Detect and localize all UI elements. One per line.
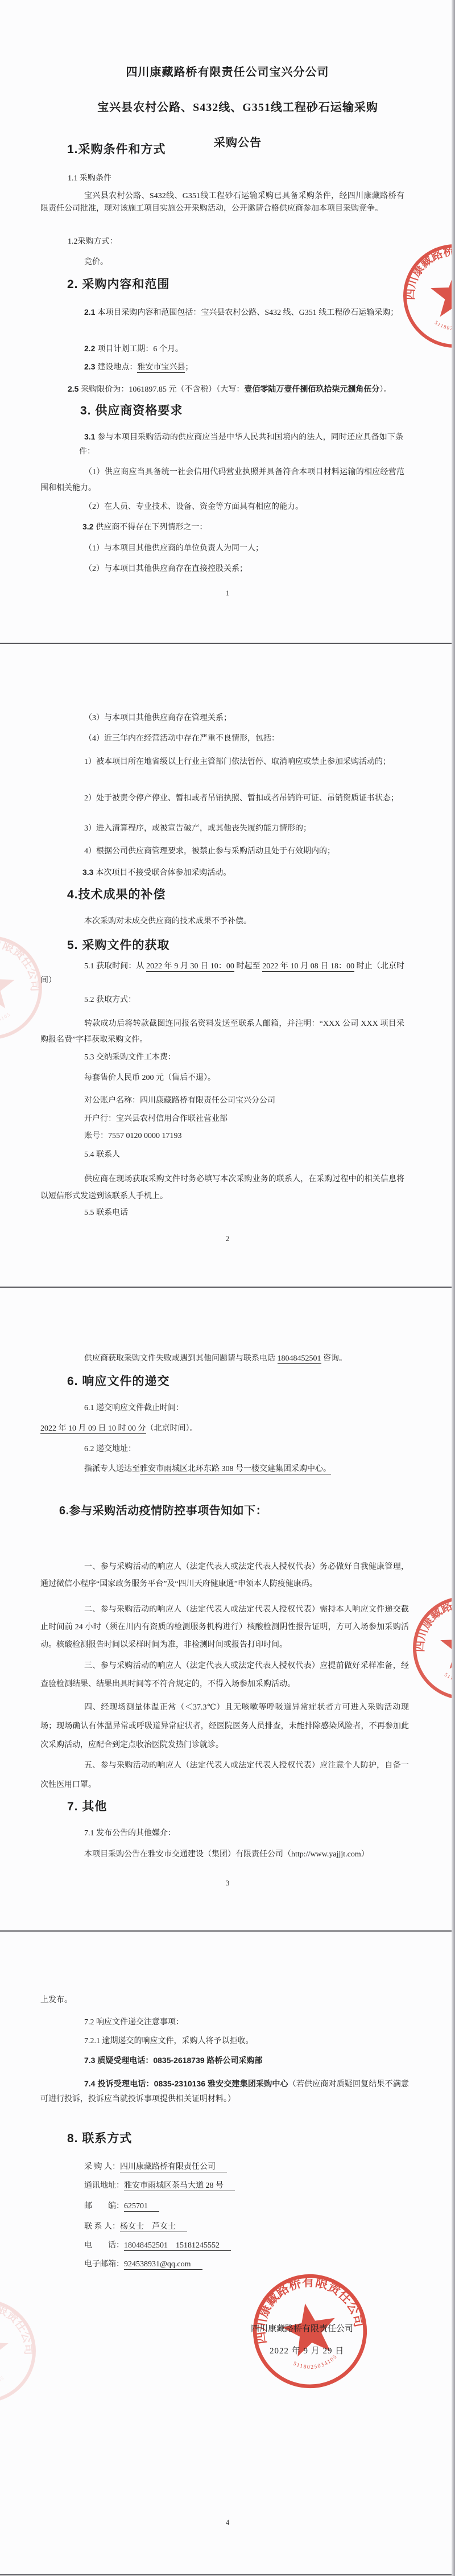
- submission-address-value: 雅安市雨城区北环东路 308 号一楼交建集团采购中心。: [140, 1465, 331, 1473]
- item-3-2-4-3: 3）进入清算程序，或被宣告破产，或其他丧失履约能力情形的；: [84, 824, 311, 833]
- doc-fee-line: 每套售价人民币 200 元（售后不退）。: [84, 1074, 216, 1082]
- item-3-1-1: （1）供应商应当具备统一社会信用代码营业执照并具备符合本项目材料运输的相应经营范围和相关能力。: [40, 468, 404, 492]
- company-seal-bleedthrough-left: [0, 2294, 41, 2408]
- phone-value: 18048452501 15181245552: [124, 2241, 231, 2251]
- clause-2-5-price-limit: [68, 383, 391, 396]
- covid-item-4: 四、经现场测量体温正常（＜37.3℃）且无咳嗽等呼吸道异常症状者方可进入采购活动现场；现场确认有体温异常或呼吸道异常症状者，经医院医务人员排查，未能排除感染风险者，不再参加此次采购活动，应配合到定点收治医院发热门诊就诊。: [40, 1703, 409, 1749]
- clause-3-1-text: 参与本项目采购活动的供应商应当是中华人民共和国境内的法人，同时还应具备如下条件：: [79, 433, 403, 456]
- clause-2-5-tail: ）。: [379, 385, 392, 394]
- clause-7-3-num: 7.3: [84, 2056, 98, 2065]
- para-5-4: 供应商在现场获取采购文件时务必填写本次采购业务的联系人，在采购过程中的相关信息将以短信形式发送到该联系人手机上。: [40, 1175, 404, 1201]
- item-3-1-2: （2）在人员、专业技术、设备、资金等方面具有相应的能力。: [84, 503, 303, 511]
- section-8-heading: 8. 联系方式: [67, 2132, 133, 2145]
- scan-edge-shadow: [452, 0, 455, 2576]
- clause-1-2: 1.2采购方式：: [68, 237, 118, 246]
- company-seal-fragment-right: [408, 1591, 455, 1705]
- para-5-5-post: 咨询。: [321, 1354, 347, 1363]
- clause-5-1-mid: 时起至: [234, 962, 263, 971]
- clause-2-1: [40, 305, 404, 321]
- submission-deadline-value: 2022 年 10 月 09 日 10 时 00 分: [40, 1424, 146, 1433]
- account-name-line: 对公账户名称：四川康藏路桥有限责任公司宝兴分公司: [84, 1096, 275, 1105]
- clause-3-2-text: 供应商不得存在下列情形之一：: [96, 523, 208, 532]
- clause-7-3-text: 质疑受理电话：0835-2618739 路桥公司采购部: [97, 2056, 263, 2065]
- clause-2-5-num: 2.5: [68, 384, 81, 393]
- section-1-heading: 1.采购条件和方式: [67, 143, 166, 156]
- item-3-2-3: （3）与本项目其他供应商存在管理关系；: [84, 714, 231, 722]
- clause-3-1: [79, 430, 403, 459]
- contact-label: 邮 编：: [84, 2202, 124, 2211]
- page-number-2: 2: [225, 1234, 230, 1243]
- clause-5-1-post: 时止（北京时间）: [40, 962, 405, 985]
- clause-6-1: 6.1 递交响应文件截止时间：: [84, 1404, 184, 1412]
- announcement-media-line: 本项目采购公告在雅安市交通建设（集团）有限责任公司（http://www.yajjjt.com）: [84, 1850, 369, 1859]
- contact-person-value: 杨女士 芦女士: [120, 2222, 187, 2232]
- covid-item-2: 二、参与采购活动的响应人（法定代表人或法定代表人授权代表）需持本人响应文件递交截止时间前 24 小时（须在川内有资质的检测服务机构进行）核酸检测阴性报告证明，方可入场参加采购活动。核酸检测报告时间以采样时间为准，非检测时间或报告打印时间。: [40, 1605, 409, 1649]
- section-6-heading: 6. 响应文件的递交: [67, 1375, 170, 1388]
- clause-6-2: 6.2 递交地址：: [84, 1445, 136, 1453]
- item-3-2-4-4: 4）根据公司供应商管理要求，被禁止参与采购活动且处于有效期内的；: [84, 847, 335, 856]
- account-number-line: 账号：7557 0120 0000 17193: [84, 1132, 182, 1140]
- page-3: [0, 1288, 455, 1932]
- clause-5-2: 5.2 获取方式：: [84, 996, 136, 1004]
- clause-3-1-num: 3.1: [84, 432, 98, 441]
- title-line-company: 四川康藏路桥有限责任公司宝兴分公司: [126, 66, 329, 79]
- announcement-media-cont: 上发布。: [40, 1996, 72, 2004]
- submission-address-line: [84, 1463, 331, 1476]
- clause-7-4-complaint-phone: [40, 2076, 409, 2107]
- section-2-heading: 2. 采购内容和范围: [67, 278, 170, 291]
- clause-3-3: [82, 866, 231, 880]
- contact-row-phone: [84, 2240, 231, 2252]
- section-3-heading: 3. 供应商资格要求: [80, 404, 183, 417]
- clause-5-1-pre: 5.1 获取时间：从: [84, 962, 147, 971]
- submission-address-pre: 指派专人送达至: [84, 1465, 140, 1473]
- item-3-2-4-1: 1）被本项目所在地省级以上行业主管部门依法暂停、取消响应或禁止参加采购活动的；: [84, 758, 391, 766]
- para-5-5-pre: 供应商获取采购文件失败或遇到其他问题请与联系电话: [84, 1354, 278, 1363]
- covid-item-3: 三、参与采购活动的响应人（法定代表人或法定代表人授权代表）应提前做好采样准备，经查验检测结果、结果出具时间等不符合规定的，不得入场参加采购活动。: [40, 1662, 409, 1688]
- buyer-name-value: 四川康藏路桥有限责任公司: [120, 2163, 227, 2172]
- obtain-start-datetime: 2022 年 9 月 30 日 10：00: [146, 962, 234, 971]
- contact-label: 通讯地址：: [84, 2181, 124, 2190]
- covid-item-1: 一、参与采购活动的响应人（法定代表人或法定代表人授权代表）务必做好自我健康管理，通过微信小程序“国家政务服务平台”及“四川天府健康通”申领本人防疫健康码。: [40, 1563, 409, 1588]
- clause-2-2: [84, 342, 183, 356]
- title-line-project: 宝兴县农村公路、S432线、G351线工程砂石运输采购: [97, 101, 378, 114]
- company-seal-fragment-right: [398, 239, 455, 353]
- construction-site-value: 雅安市宝兴县: [137, 363, 185, 372]
- clause-5-5: 5.5 联系电话: [84, 1209, 128, 1217]
- clause-2-2-num: 2.2: [84, 344, 98, 353]
- clause-7-4-rest: （若供应商对质疑回复结果不满意可进行投诉，投诉应当就投诉事项提供相关证明材料。）: [40, 2080, 410, 2103]
- page-number-1: 1: [225, 589, 230, 597]
- company-seal-bleedthrough-left: [0, 931, 47, 1045]
- submission-deadline-line: [40, 1423, 198, 1435]
- submission-deadline-tail: （北京时间）。: [146, 1424, 198, 1433]
- para-5-2: 转款成功后将转款截图连同报名资料发送至联系人邮箱，并注明：“XXX 公司 XXX 项目采购报名费”字样获取采购文件。: [40, 1020, 404, 1044]
- item-3-2-4-2: 2）处于被责令停产停业、暂扣或者吊销执照、暂扣或者吊销许可证、吊销资质证书状态；: [84, 794, 399, 803]
- item-3-2-4: （4）近三年内在经营活动中存在严重不良情形，包括：: [84, 734, 279, 743]
- clause-2-3: [84, 360, 193, 374]
- page-number-3: 3: [225, 1879, 230, 1887]
- page-1: [0, 0, 455, 644]
- contact-row-postcode: [84, 2200, 159, 2213]
- para-4: 本次采购对未成交供应商的技术成果不予补偿。: [84, 917, 251, 926]
- section-4-heading: 4.技术成果的补偿: [67, 888, 166, 901]
- contact-row-buyer: [84, 2161, 227, 2174]
- contact-row-address: [84, 2180, 235, 2192]
- contact-label: 采 购 人：: [84, 2163, 120, 2171]
- clause-2-3-tail: ；: [185, 363, 193, 372]
- obtain-end-datetime: 2022 年 10 月 08 日 18：00: [262, 962, 355, 971]
- clause-7-3-query-phone: [84, 2054, 263, 2068]
- clause-5-3: 5.3 交纳采购文件工本费：: [84, 1053, 176, 1062]
- clause-3-2-num: 3.2: [82, 522, 96, 531]
- clause-3-2: [82, 520, 207, 534]
- clause-2-1-num: 2.1: [84, 307, 98, 317]
- signature-company-line: 四川康藏路桥有限责任公司: [251, 2324, 354, 2333]
- address-value: 雅安市雨城区茶马大道 28 号: [124, 2181, 235, 2191]
- clause-7-1: 7.1 发布公告的其他媒介：: [84, 1829, 176, 1838]
- contact-row-person: [84, 2221, 187, 2233]
- clause-2-2-text: 项目计划工期：6 个月。: [97, 345, 183, 354]
- title-line-type: 采购公告: [214, 137, 262, 149]
- email-value: 924538931@qq.com: [124, 2260, 202, 2270]
- clause-5-1-time: [40, 959, 404, 988]
- contact-label: 联 系 人：: [84, 2222, 120, 2231]
- price-limit-text: 采购限价为：1061897.85 元（不含税）（大写：: [81, 385, 245, 394]
- contact-phone-value: 18048452501: [277, 1354, 321, 1363]
- item-3-2-1: （1）与本项目其他供应商的单位负责人为同一人；: [84, 544, 263, 553]
- page-number-4: 4: [225, 2518, 230, 2526]
- covid-item-5: 五、参与采购活动的响应人（法定代表人或法定代表人授权代表）应注意个人防护，自备一次性医用口罩。: [40, 1761, 409, 1789]
- bank-line: 开户行：宝兴县农村信用合作联社营业部: [84, 1115, 228, 1123]
- item-3-2-2: （2）与本项目其他供应商存在直接控股关系；: [84, 565, 247, 573]
- section-5-heading: 5. 采购文件的获取: [67, 939, 170, 952]
- contact-label: 电子邮箱：: [84, 2260, 124, 2269]
- clause-7-2-1: 7.2.1 逾期递交的响应文件，采购人将予以拒收。: [84, 2037, 254, 2045]
- price-limit-capital: 壹佰零陆万壹仟捌佰玖拾柒元捌角伍分: [244, 384, 380, 393]
- clause-2-3-num: 2.3: [84, 362, 98, 371]
- clause-1-2-value: 竞价。: [84, 258, 108, 266]
- postcode-value: 625701: [124, 2202, 159, 2212]
- para-5-5-phone: [84, 1353, 347, 1365]
- clause-1-1: 1.1 采购条件: [68, 174, 111, 183]
- contact-row-email: [84, 2258, 202, 2271]
- page-4: [0, 1932, 455, 2575]
- clause-5-4: 5.4 联系人: [84, 1151, 120, 1159]
- clause-7-2: 7.2 响应文件递交注意事项：: [84, 2018, 184, 2027]
- clause-2-1-text: 本项目采购内容和范围包括：宝兴县农村公路、S432 线、G351 线工程砂石运输采购；: [97, 309, 399, 317]
- contact-label: 电 话：: [84, 2241, 124, 2250]
- signature-date-line: 2022 年 9 月 29 日: [270, 2347, 345, 2356]
- para-1-1: 宝兴县农村公路、S432线、G351线工程砂石运输采购已具备采购条件，经四川康藏路桥有限责任公司批准，现对该施工项目实施公开采购活动，公开邀请合格供应商参加本项目采购竞争。: [40, 192, 404, 213]
- page-2: [0, 644, 455, 1288]
- covid-notice-heading: 6.参与采购活动疫情防控事项告知如下：: [59, 1505, 268, 1517]
- clause-7-4-num: 7.4: [84, 2079, 98, 2088]
- clause-7-4-strong: 投诉受理电话：0835-2310136 雅安交建集团采购中心: [97, 2079, 288, 2088]
- clause-3-3-num: 3.3: [82, 868, 96, 877]
- section-7-heading: 7. 其他: [67, 1800, 107, 1813]
- clause-2-3-label: 建设地点：: [97, 363, 138, 372]
- clause-3-3-text: 本次项目不接受联合体参加采购活动。: [96, 869, 231, 877]
